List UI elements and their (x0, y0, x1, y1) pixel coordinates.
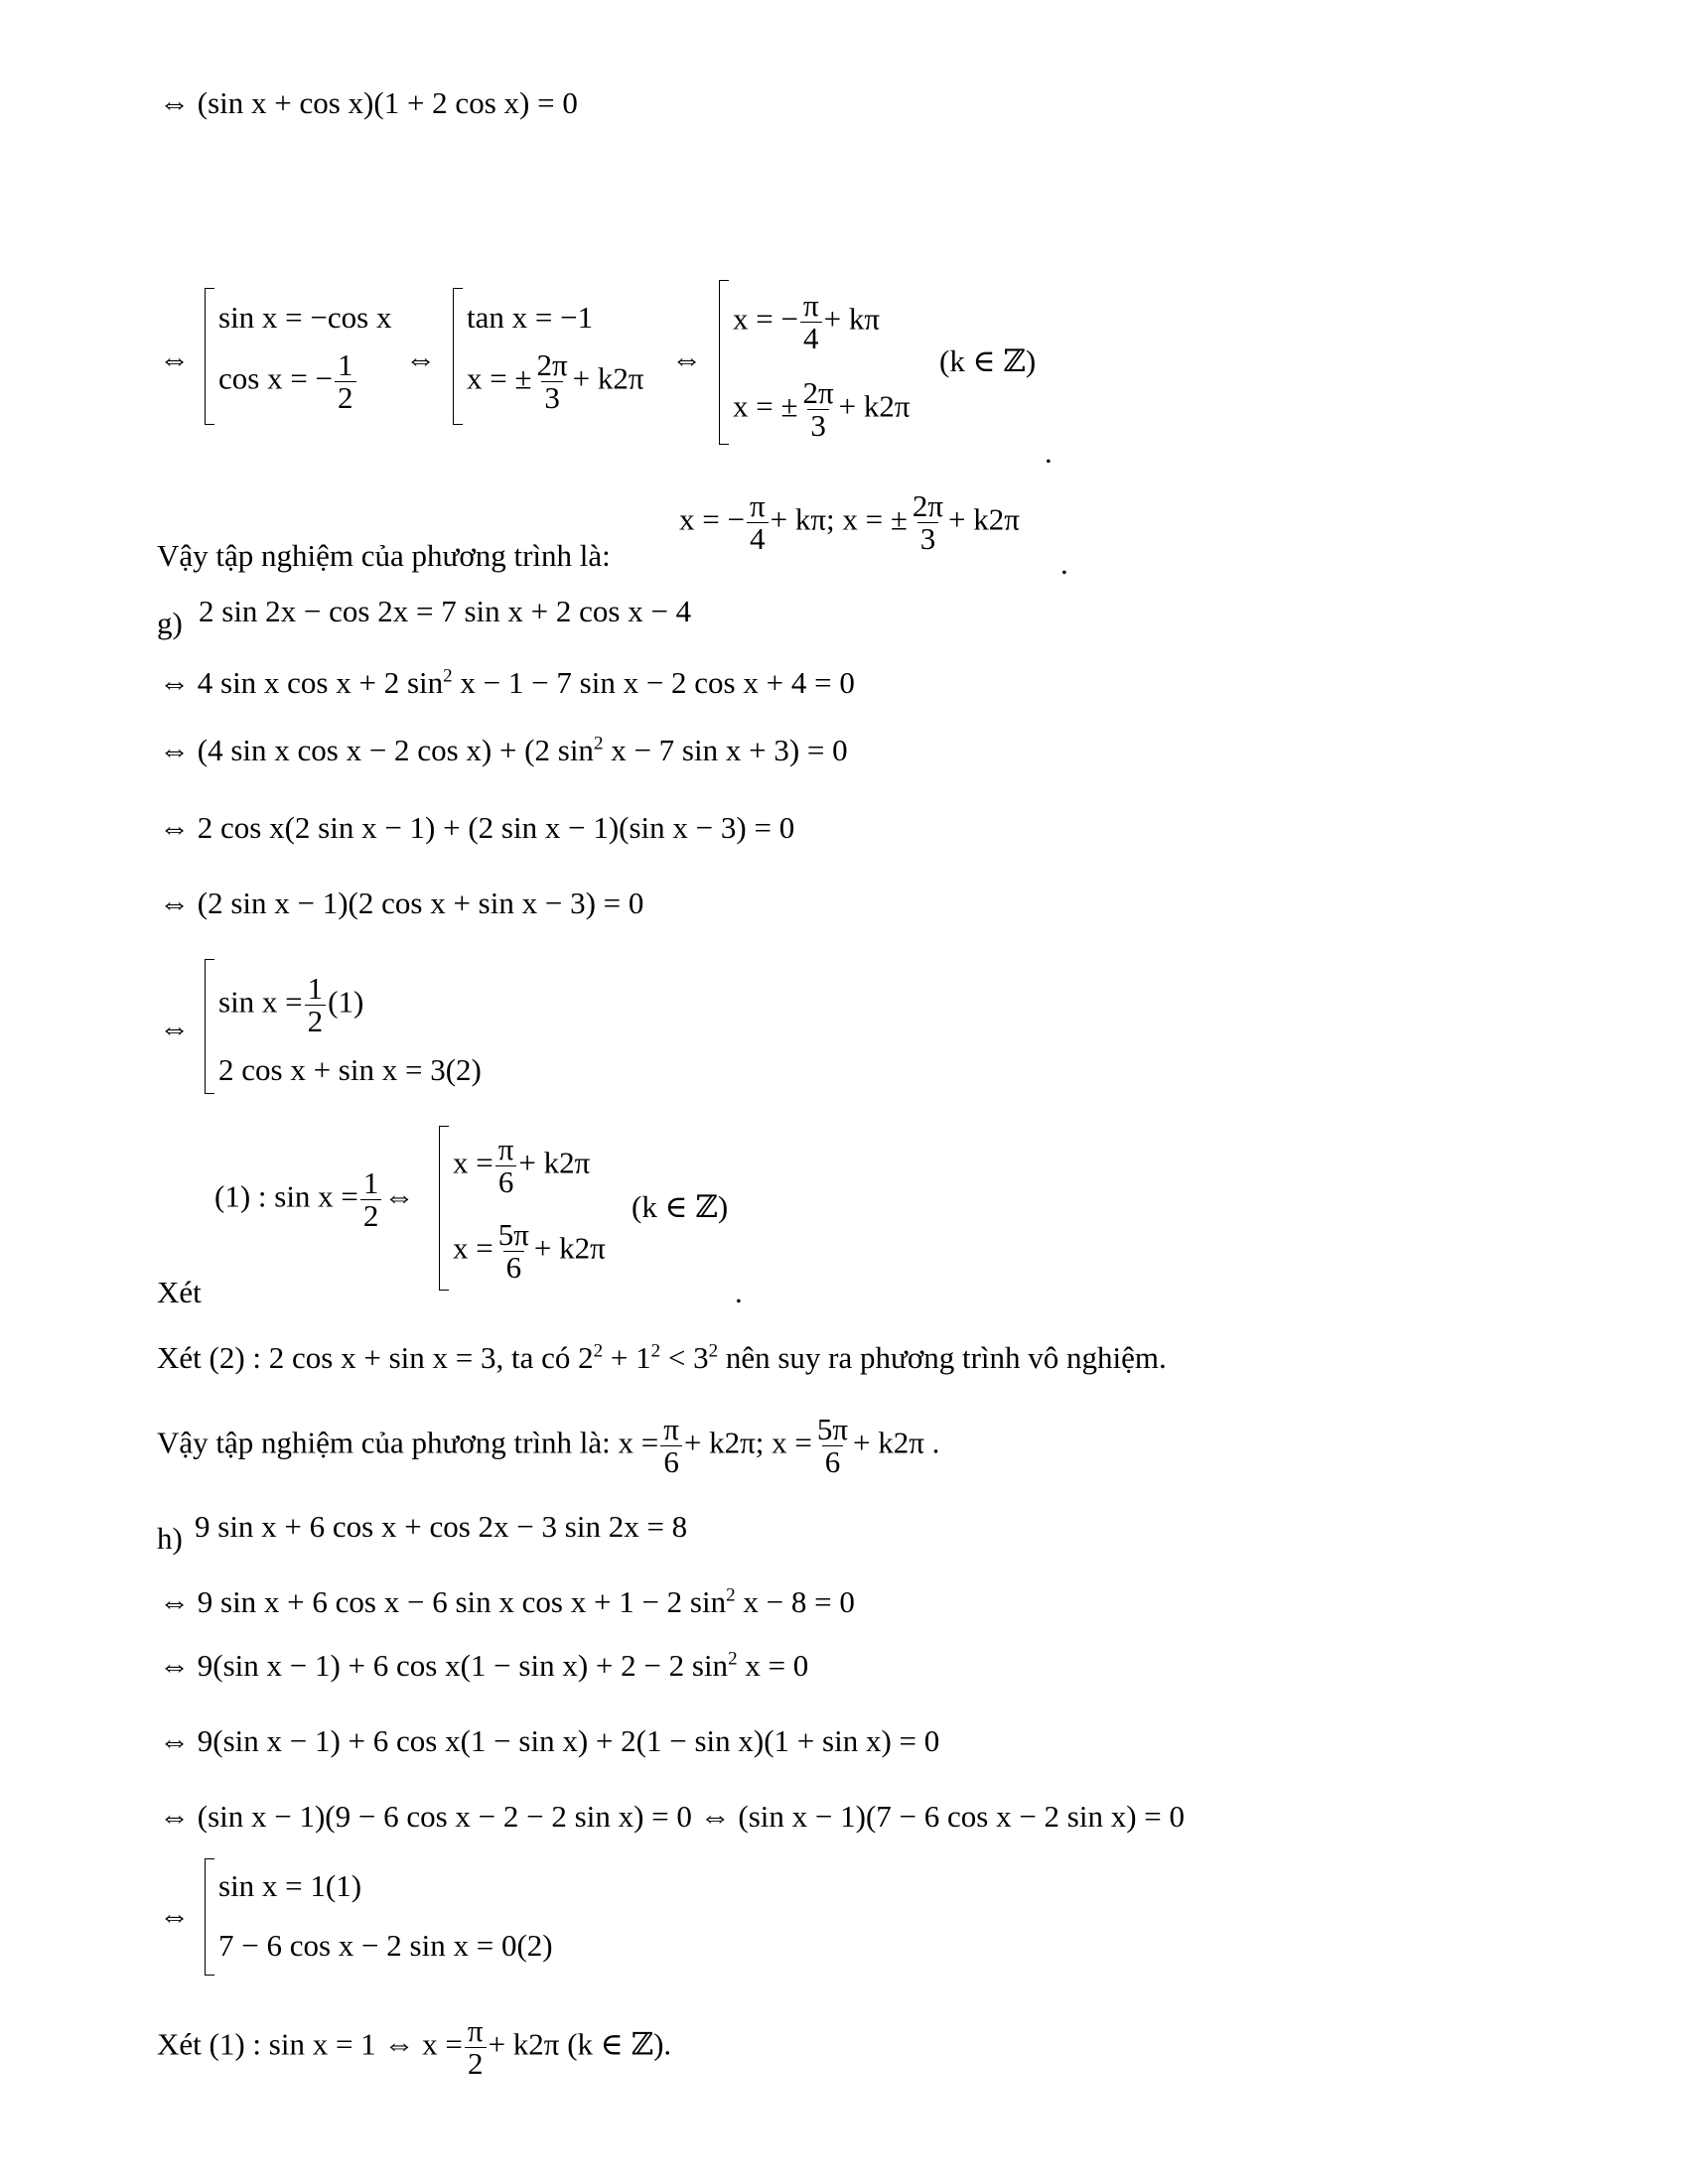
fraction (305, 973, 327, 1037)
case-line (453, 1134, 590, 1198)
period (1045, 433, 1053, 473)
iff-symbol (159, 1896, 190, 1936)
denominator: 6 (822, 1445, 844, 1478)
case-text: 2 cos x + sin x = 3(2) (218, 1052, 482, 1087)
equation-text: ⇔ (4 sin x cos x − 2 cos x) + (2 sin (159, 733, 594, 767)
denominator: 3 (807, 409, 829, 442)
xet-label (157, 1273, 202, 1312)
denominator: 2 (335, 381, 356, 414)
denominator: 4 (747, 522, 769, 555)
case-text: cos x = − (218, 360, 334, 396)
fraction (534, 349, 571, 414)
case-text: x = − (733, 301, 798, 337)
case-line (218, 973, 363, 1037)
denominator: 2 (305, 1005, 327, 1037)
numerator: 1 (362, 1165, 379, 1200)
formula-text: Xét (1) : sin x = 1 ⇔ x = (157, 2026, 463, 2062)
case-text: sin x = 1(1) (218, 1868, 362, 1903)
bracket (719, 280, 729, 445)
equation-text: ⇔ (2 sin x − 1)(2 cos x + sin x − 3) = 0 (159, 886, 644, 920)
fraction (800, 377, 837, 442)
case-text: (1) : sin x = (214, 1178, 358, 1214)
connector-text: , ta có (495, 1340, 571, 1375)
exponent: 2 (443, 665, 453, 687)
equation-text: ⇔ (sin x + cos x)(1 + 2 cos x) = 0 (159, 85, 578, 120)
fraction (800, 290, 822, 354)
fraction (495, 1219, 532, 1284)
case-line (214, 1167, 414, 1232)
denominator: 4 (800, 322, 822, 354)
case-line (218, 1866, 361, 1906)
xet-1-line (157, 2015, 671, 2080)
case-text: + k2π (572, 360, 644, 396)
case-line (467, 349, 644, 414)
numerator: π (497, 1132, 514, 1166)
period-text: . (1060, 546, 1068, 581)
formula-text: + k2π; x = (683, 1425, 812, 1460)
equation-text: ⇔ 4 sin x cos x + 2 sin (159, 665, 444, 700)
numerator: 1 (338, 347, 353, 382)
number-text: + 1 (610, 1340, 651, 1375)
denominator: 3 (917, 522, 939, 555)
number-text: < 3 (667, 1340, 709, 1375)
xet-2-line (157, 1338, 1167, 1378)
bracket (439, 1126, 449, 1291)
denominator: 6 (660, 1445, 682, 1478)
case-line (218, 298, 391, 338)
fraction (660, 1414, 682, 1478)
period-text: . (1045, 435, 1053, 470)
part-label-text: g) (157, 606, 183, 640)
numerator: π (749, 488, 766, 523)
equation-line (159, 1646, 808, 1686)
iff-text: ⇔ (405, 341, 436, 376)
numerator: 2π (802, 375, 834, 410)
formula-text: x = − (679, 501, 745, 537)
case-text: + kπ (823, 301, 881, 337)
denominator: 2 (360, 1199, 382, 1232)
fraction (335, 349, 356, 414)
conclusion-label: Vậy tập nghiệm của phương trình là: (157, 1425, 611, 1460)
case-text: 7 − 6 cos x − 2 sin x = 0(2) (218, 1928, 553, 1963)
bracket (205, 288, 214, 425)
bracket (453, 288, 463, 425)
numerator: π (663, 1412, 679, 1446)
part-label (157, 1519, 183, 1559)
iff-text: ⇔ (383, 1178, 415, 1214)
denominator: 2 (465, 2047, 487, 2080)
conclusion-formula (679, 490, 1020, 555)
equation-text: 2 sin 2x − cos 2x = 7 sin x + 2 cos x − 4 (199, 594, 692, 628)
fraction (465, 2015, 487, 2080)
part-label (157, 604, 183, 643)
case-line (218, 1050, 482, 1090)
numerator: π (467, 2013, 484, 2048)
denominator: 6 (503, 1251, 525, 1284)
case-text: x = (453, 1145, 493, 1180)
number-text: 2 (578, 1340, 594, 1375)
numerator: 2π (536, 347, 568, 382)
equation-line (159, 731, 848, 770)
conclusion-text (157, 536, 611, 576)
xet-text: Xét (157, 1340, 202, 1375)
equation-text: ⇔ 9(sin x − 1) + 6 cos x(1 − sin x) + 2 − 2 sin (159, 1648, 729, 1683)
equation-line (159, 808, 794, 848)
equation-line (159, 884, 643, 923)
equation-text: x − 8 = 0 (743, 1584, 855, 1619)
exponent: 2 (726, 1584, 736, 1606)
denominator: 6 (495, 1165, 517, 1198)
case-text: + k2π (518, 1145, 591, 1180)
equation-line (199, 592, 691, 631)
iff-symbol (159, 1009, 190, 1048)
case-text: sin x = (218, 984, 303, 1020)
exponent: 2 (728, 1648, 738, 1670)
equation-line (159, 1582, 855, 1622)
formula-text: x = (618, 1425, 659, 1460)
equation-line (159, 1797, 1185, 1837)
bracket (205, 959, 214, 1094)
case-text: x = ± (733, 388, 798, 424)
k-in-z (632, 1187, 728, 1227)
iff-symbol (671, 340, 702, 379)
equation-text: x − 7 sin x + 3) = 0 (611, 733, 848, 767)
case-line (467, 298, 593, 338)
fraction (747, 490, 769, 555)
bracket (205, 1858, 214, 1976)
numerator: π (802, 288, 819, 323)
part-label-text: h) (157, 1521, 183, 1556)
formula-text: + k2π . (853, 1425, 940, 1460)
case-text: sin x = −cos x (218, 300, 392, 335)
denominator: 3 (541, 381, 563, 414)
numerator: 1 (307, 971, 324, 1006)
case-text: tan x = −1 (467, 300, 594, 335)
fraction (360, 1167, 382, 1232)
fraction (814, 1414, 851, 1478)
k-in-z (939, 341, 1036, 381)
period (1060, 544, 1068, 584)
fraction (910, 490, 946, 555)
k-in-z-text: (k ∈ ℤ) (939, 343, 1037, 378)
equation-line (159, 83, 578, 123)
xet-text: Xét (157, 1275, 202, 1309)
k-in-z-text: (k ∈ ℤ) (632, 1189, 729, 1224)
numerator: 2π (912, 488, 944, 523)
case-text: x = (453, 1230, 493, 1266)
equation-text: ⇔ 2 cos x(2 sin x − 1) + (2 sin x − 1)(sin x − 3) = 0 (159, 810, 795, 845)
equation-line (159, 1721, 939, 1761)
case-line (453, 1219, 606, 1284)
exponent: 2 (593, 733, 604, 754)
iff-symbol (405, 340, 436, 379)
equation-text: 9 sin x + 6 cos x + cos 2x − 3 sin 2x = 8 (195, 1509, 688, 1544)
case-text: + k2π (838, 388, 911, 424)
numerator: 5π (816, 1412, 849, 1446)
conclusion-line (157, 1414, 939, 1478)
equation-line (159, 663, 855, 703)
iff-text: ⇔ (159, 1011, 190, 1045)
equation-text: x = 0 (745, 1648, 809, 1683)
case-text: (1) (328, 984, 364, 1020)
equation-line (195, 1507, 687, 1547)
case-ref: (2) : (209, 1340, 262, 1375)
period (735, 1273, 743, 1312)
case-line (733, 377, 911, 442)
equation-text: 2 cos x + sin x = 3 (268, 1340, 496, 1375)
equation-text: ⇔ (sin x − 1)(9 − 6 cos x − 2 − 2 sin x) = 0 ⇔ (sin x − 1)(7 − 6 cos x − 2 sin x) = 0 (159, 1799, 1186, 1834)
conclusion-text: nên suy ra phương trình vô nghiệm. (725, 1340, 1167, 1375)
case-text: + k2π (533, 1230, 606, 1266)
formula-text: + k2π (k ∈ ℤ). (488, 2026, 672, 2062)
exponent: 2 (593, 1340, 604, 1362)
numerator: 5π (497, 1217, 529, 1252)
case-line (218, 349, 358, 414)
case-line (218, 1926, 553, 1966)
formula-text: + kπ; x = ± (770, 501, 908, 537)
fraction (495, 1134, 517, 1198)
exponent: 2 (708, 1340, 719, 1362)
case-text: x = ± (467, 360, 532, 396)
iff-text: ⇔ (159, 1898, 190, 1933)
equation-text: x − 1 − 7 sin x − 2 cos x + 4 = 0 (460, 665, 855, 700)
formula-text: + k2π (948, 501, 1020, 537)
case-line (733, 290, 880, 354)
equation-text: ⇔ 9 sin x + 6 cos x − 6 sin x cos x + 1 − 2 sin (159, 1584, 727, 1619)
iff-symbol (159, 340, 190, 379)
equation-text: ⇔ 9(sin x − 1) + 6 cos x(1 − sin x) + 2(1 − sin x)(1 + sin x) = 0 (159, 1723, 940, 1758)
period-text: . (735, 1275, 743, 1309)
conclusion-label: Vậy tập nghiệm của phương trình là: (157, 538, 611, 573)
exponent: 2 (650, 1340, 661, 1362)
iff-text: ⇔ (159, 341, 190, 376)
iff-text: ⇔ (671, 341, 702, 376)
